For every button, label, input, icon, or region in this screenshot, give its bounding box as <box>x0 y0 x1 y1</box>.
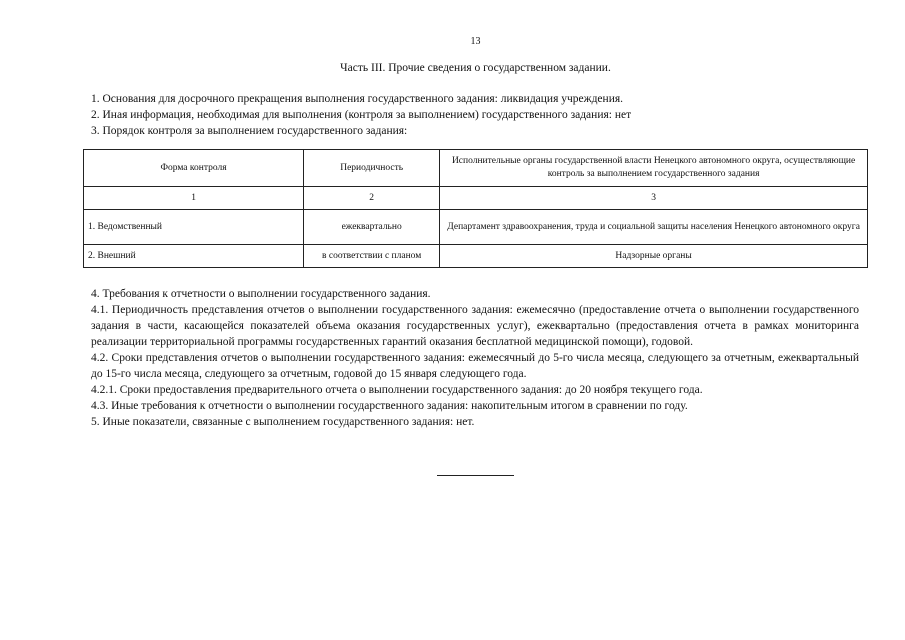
item-4-1-reporting-periodicity: 4.1. Периодичность представления отчетов о выполнении государственного задания: ежемесячно (предоставление отчета о выполнении государственного задания в части, касающейся показателей объема оказания государственных услуг), ежеквартально (предоставления отчета в рамках мониторинга реализации территориальной программы государственных гарантий оказания бесплатной медицинской помощи), годовой. <box>91 304 859 348</box>
control-table <box>83 149 868 268</box>
top-items-list <box>91 91 871 139</box>
item-4-2-1-preliminary-report-deadline: 4.2.1. Сроки предоставления предварительного отчета о выполнении государственного задания: до 20 ноября текущего года. <box>91 384 703 396</box>
table-cell-controlling-body: Надзорные органы <box>440 245 868 268</box>
table-cell-controlling-body: Департамент здравоохранения, труда и социальной защиты населения Ненецкого автономного округа <box>440 210 868 245</box>
page-number: 13 <box>470 36 481 47</box>
column-number: 1 <box>84 187 304 210</box>
section-title: Часть III. Прочие сведения о государственном задании. <box>340 62 611 74</box>
item-5-other-indicators: 5. Иные показатели, связанные с выполнением государственного задания: нет. <box>91 416 475 428</box>
table-row <box>84 210 868 245</box>
header-control-form: Форма контроля <box>84 150 304 187</box>
header-periodicity: Периодичность <box>304 150 440 187</box>
table-cell-periodicity: в соответствии с планом <box>304 245 440 268</box>
item-3-control-procedure: 3. Порядок контроля за выполнением государственного задания: <box>91 125 408 137</box>
closing-divider <box>437 475 514 476</box>
table-cell-control-form: 2. Внешний <box>84 245 304 268</box>
column-number: 3 <box>440 187 868 210</box>
item-1-termination-grounds: 1. Основания для досрочного прекращения выполнения государственного задания: ликвидация учреждения. <box>91 93 624 105</box>
item-4-3-other-reporting-requirements: 4.3. Иные требования к отчетности о выполнении государственного задания: накопительным итогом в сравнении по году. <box>91 400 688 412</box>
table-header-row <box>84 150 868 187</box>
table-row <box>84 245 868 268</box>
item-2-other-information: 2. Иная информация, необходимая для выполнения (контроля за выполнением) государственного задания: нет <box>91 109 632 121</box>
table-cell-periodicity: ежеквартально <box>304 210 440 245</box>
table-number-row <box>84 187 868 210</box>
table-cell-control-form: 1. Ведомственный <box>84 210 304 245</box>
item-4-reporting-requirements: 4. Требования к отчетности о выполнении государственного задания. <box>91 288 431 300</box>
item-4-2-reporting-deadlines: 4.2. Сроки представления отчетов о выполнении государственного задания: ежемесячный до 5-го числа месяца, следующего за отчетным, ежеквартальный до 15-го числа месяца, следующего за отчетным, годовой до 15 января следующего года. <box>91 352 859 380</box>
header-controlling-bodies: Исполнительные органы государственной власти Ненецкого автономного округа, осуществляющие контроль за выполнением государственного задания <box>440 150 868 187</box>
column-number: 2 <box>304 187 440 210</box>
bottom-items-list <box>91 286 859 430</box>
